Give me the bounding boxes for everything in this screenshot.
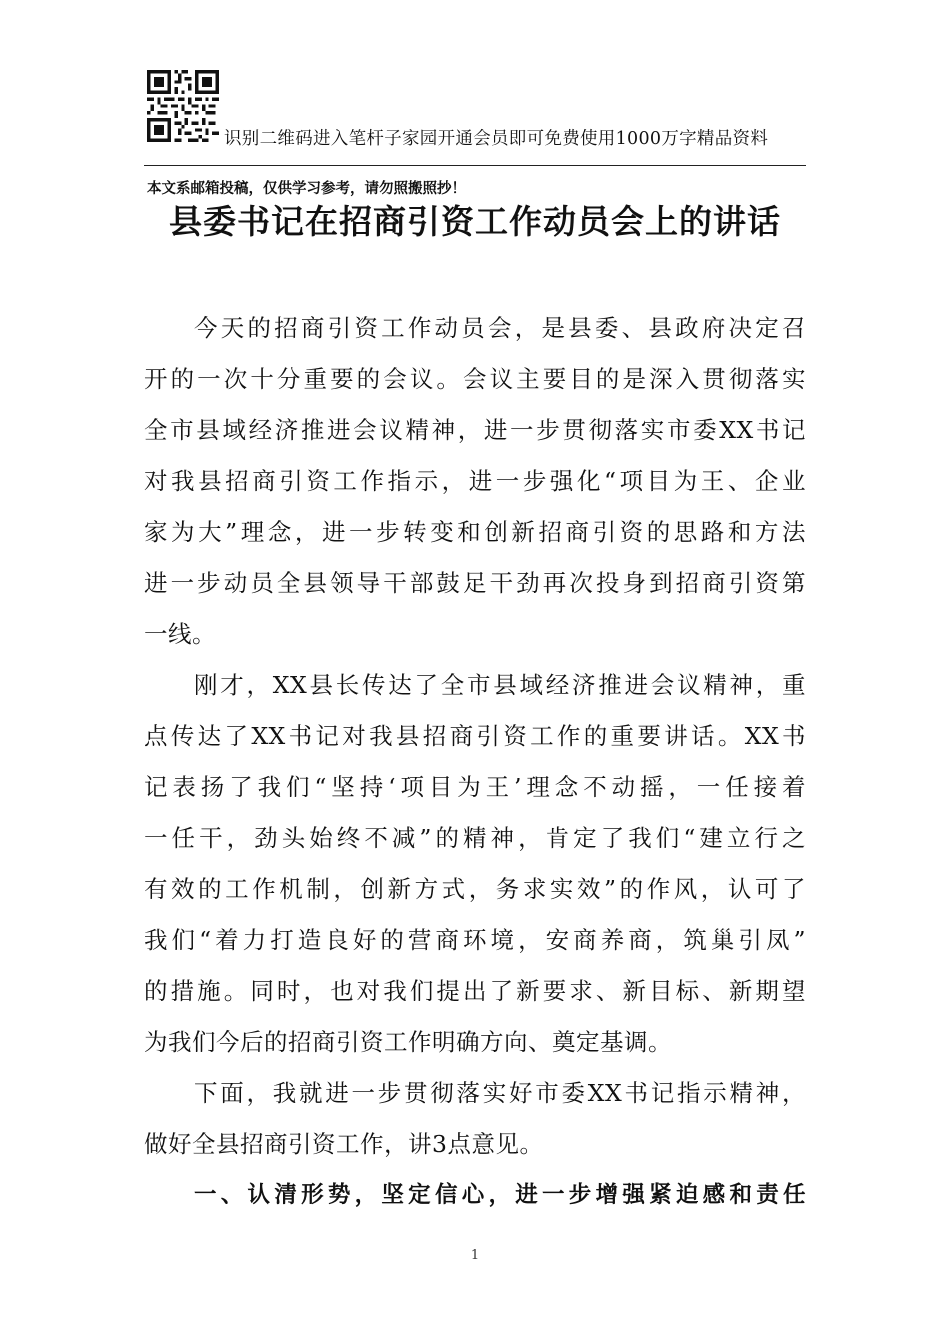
paragraph-2: [144, 668, 806, 1076]
text-line: 一任干，劲头始终不减”的精神，肯定了我们“建立行之: [144, 824, 806, 852]
text-line: 记表扬了我们“坚持‘项目为王’理念不动摇，一任接着: [144, 773, 806, 801]
text-line: 一线。: [144, 620, 216, 648]
page-title: 县委书记在招商引资工作动员会上的讲话: [169, 202, 781, 241]
submission-notice: 本文系邮箱投稿，仅供学习参考，请勿照搬照抄！: [147, 180, 466, 197]
text-line: 有效的工作机制，创新方式，务求实效”的作风，认可了: [144, 875, 806, 903]
text-line: 为我们今后的招商引资工作明确方向、奠定基调。: [144, 1028, 672, 1056]
text-line: 做好全县招商引资工作，讲3点意见。: [144, 1130, 544, 1158]
text-line: 今天的招商引资工作动员会，是县委、县政府决定召: [194, 314, 806, 342]
paragraph-1: [144, 311, 806, 668]
text-line: 进一步动员全县领导干部鼓足干劲再次投身到招商引资第: [144, 569, 806, 597]
qr-promo-text: 识别二维码进入笔杆子家园开通会员即可免费使用1000万字精品资料: [224, 129, 769, 149]
text-line: 刚才，XX县长传达了全市县域经济推进会议精神，重: [194, 671, 806, 699]
section-heading: 一、认清形势，坚定信心，进一步增强紧迫感和责任: [194, 1182, 806, 1208]
text-line: 点传达了XX书记对我县招商引资工作的重要讲话。XX书: [144, 722, 806, 750]
header-divider: [144, 165, 806, 166]
document-body: [144, 311, 806, 1229]
text-line: 家为大”理念，进一步转变和创新招商引资的思路和方法: [144, 518, 806, 546]
text-line: 我们“着力打造良好的营商环境，安商养商，筑巢引凤”: [144, 926, 806, 954]
page-number: 1: [470, 1248, 480, 1263]
text-line: 开的一次十分重要的会议。会议主要目的是深入贯彻落实: [144, 365, 806, 393]
qr-code-icon: [147, 70, 219, 142]
text-line: 的措施。同时，也对我们提出了新要求、新目标、新期望: [144, 977, 806, 1005]
text-line: 下面，我就进一步贯彻落实好市委XX书记指示精神，: [194, 1079, 806, 1107]
text-line: 全市县域经济推进会议精神，进一步贯彻落实市委XX书记: [144, 416, 806, 444]
text-line: 对我县招商引资工作指示，进一步强化“项目为王、企业: [144, 467, 806, 495]
paragraph-3: [144, 1076, 806, 1178]
